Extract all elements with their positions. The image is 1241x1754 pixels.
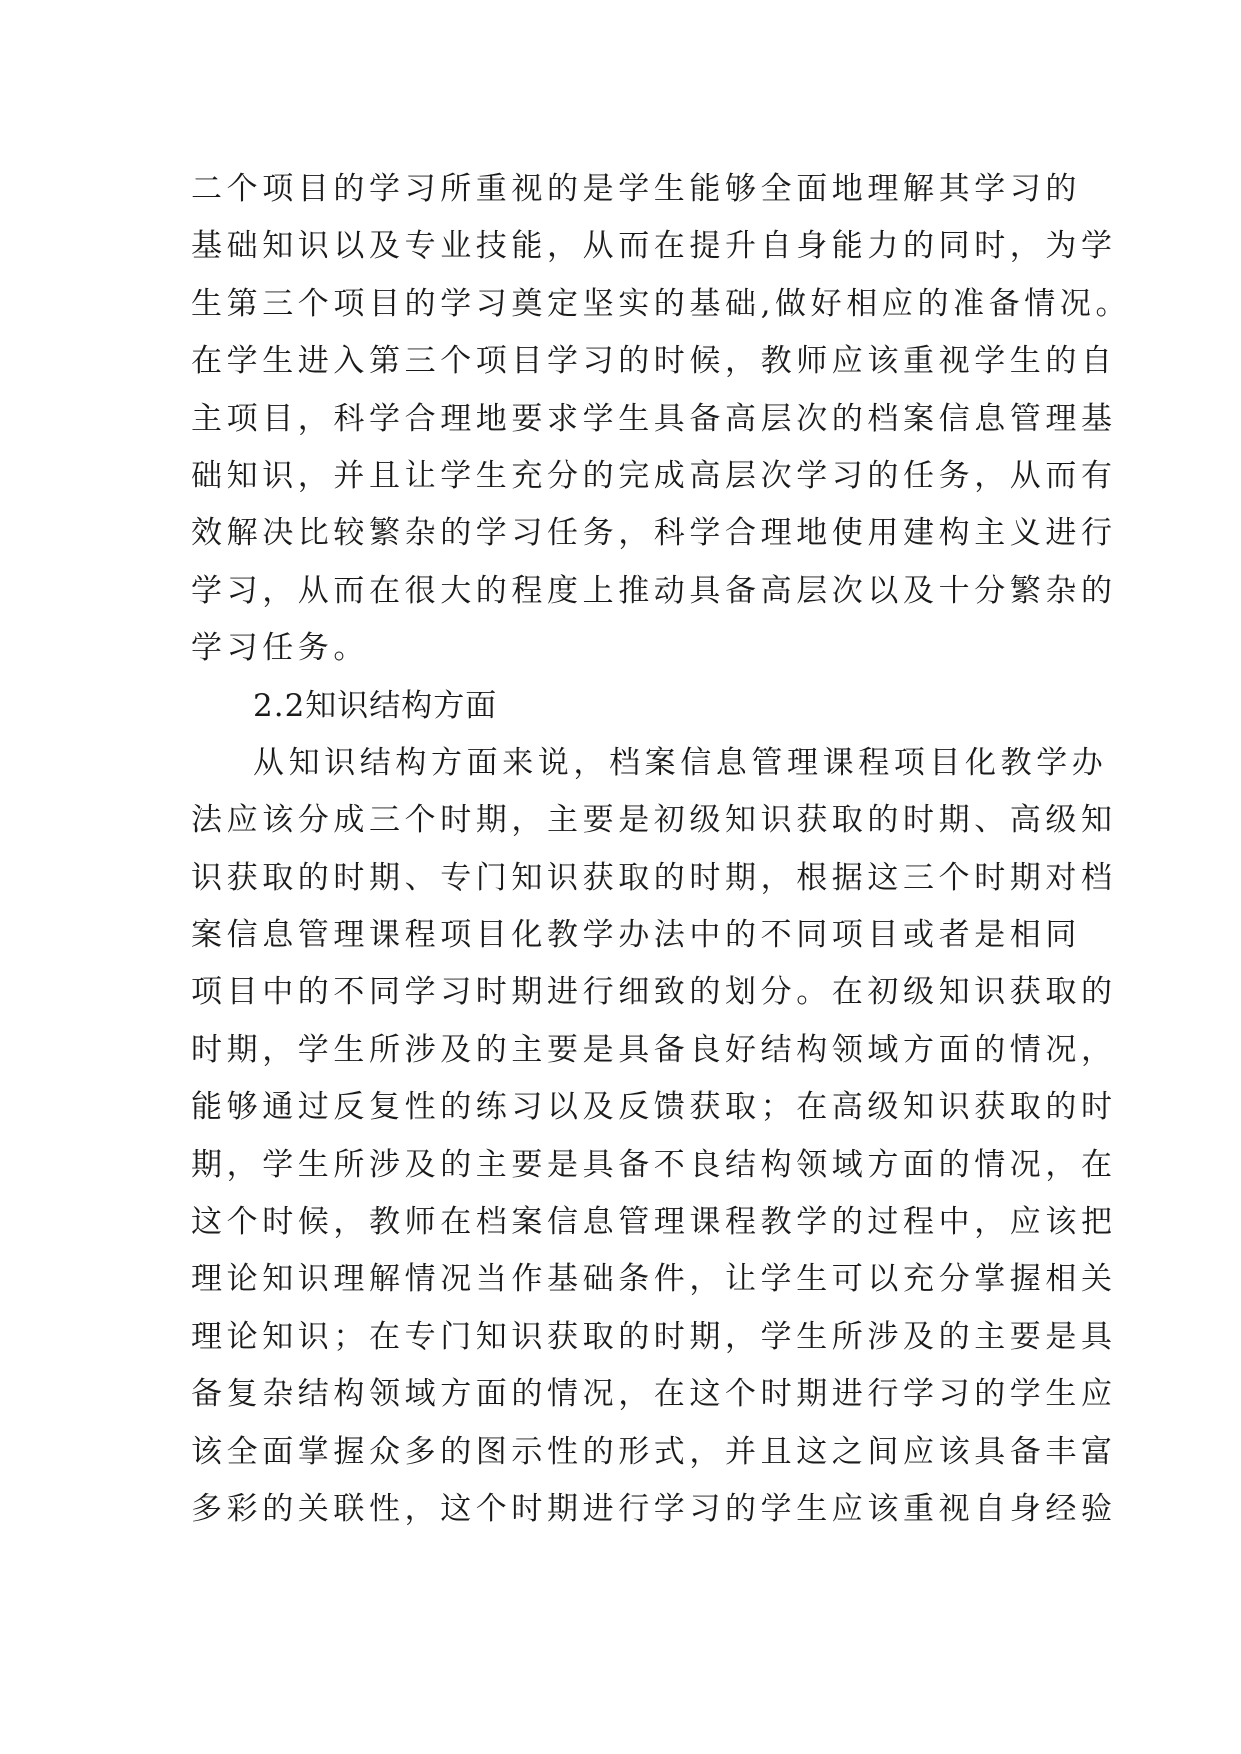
text-line: 础知识，并且让学生充分的完成高层次学习的任务，从而有 (191, 457, 1117, 494)
text-line: 该全面掌握众多的图示性的形式，并且这之间应该具备丰富 (191, 1433, 1117, 1470)
text-line: 项目中的不同学习时期进行细致的划分。在初级知识获取的 (191, 974, 1117, 1011)
text-line: 期，学生所涉及的主要是具备不良结构领域方面的情况，在 (191, 1146, 1117, 1183)
text-line: 从知识结构方面来说，档案信息管理课程项目化教学办 (253, 744, 1108, 781)
text-line: 基础知识以及专业技能，从而在提升自身能力的同时，为学 (191, 228, 1117, 265)
text-line: 二个项目的学习所重视的是学生能够全面地理解其学习的 (191, 171, 1081, 207)
text-line: 在学生进入第三个项目学习的时候，教师应该重视学生的自 (191, 343, 1117, 380)
text-line: 生第三个项目的学习奠定坚实的基础,做好相应的准备情况。 (191, 285, 1132, 322)
text-line: 学习任务。 (191, 630, 369, 667)
section-heading: 2.2知识结构方面 (253, 687, 498, 724)
text-line: 理论知识理解情况当作基础条件，让学生可以充分掌握相关 (191, 1261, 1117, 1298)
text-line: 主项目，科学合理地要求学生具备高层次的档案信息管理基 (191, 400, 1117, 437)
text-line: 效解决比较繁杂的学习任务，科学合理地使用建构主义进行 (191, 515, 1117, 552)
text-line: 案信息管理课程项目化教学办法中的不同项目或者是相同 (191, 917, 1081, 954)
text-line: 能够通过反复性的练习以及反馈获取；在高级知识获取的时 (191, 1089, 1117, 1126)
text-line: 识获取的时期、专门知识获取的时期，根据这三个时期对档 (191, 859, 1117, 896)
text-line: 时期，学生所涉及的主要是具备良好结构领域方面的情况， (191, 1031, 1117, 1068)
text-line: 学习，从而在很大的程度上推动具备高层次以及十分繁杂的 (191, 572, 1117, 609)
text-line: 理论知识；在专门知识获取的时期，学生所涉及的主要是具 (191, 1318, 1117, 1355)
text-line: 多彩的关联性，这个时期进行学习的学生应该重视自身经验 (191, 1490, 1117, 1527)
text-line: 这个时候，教师在档案信息管理课程教学的过程中，应该把 (191, 1204, 1117, 1241)
body-text (191, 161, 1132, 1538)
text-line: 备复杂结构领域方面的情况，在这个时期进行学习的学生应 (191, 1376, 1117, 1413)
text-line: 法应该分成三个时期，主要是初级知识获取的时期、高级知 (191, 802, 1117, 839)
